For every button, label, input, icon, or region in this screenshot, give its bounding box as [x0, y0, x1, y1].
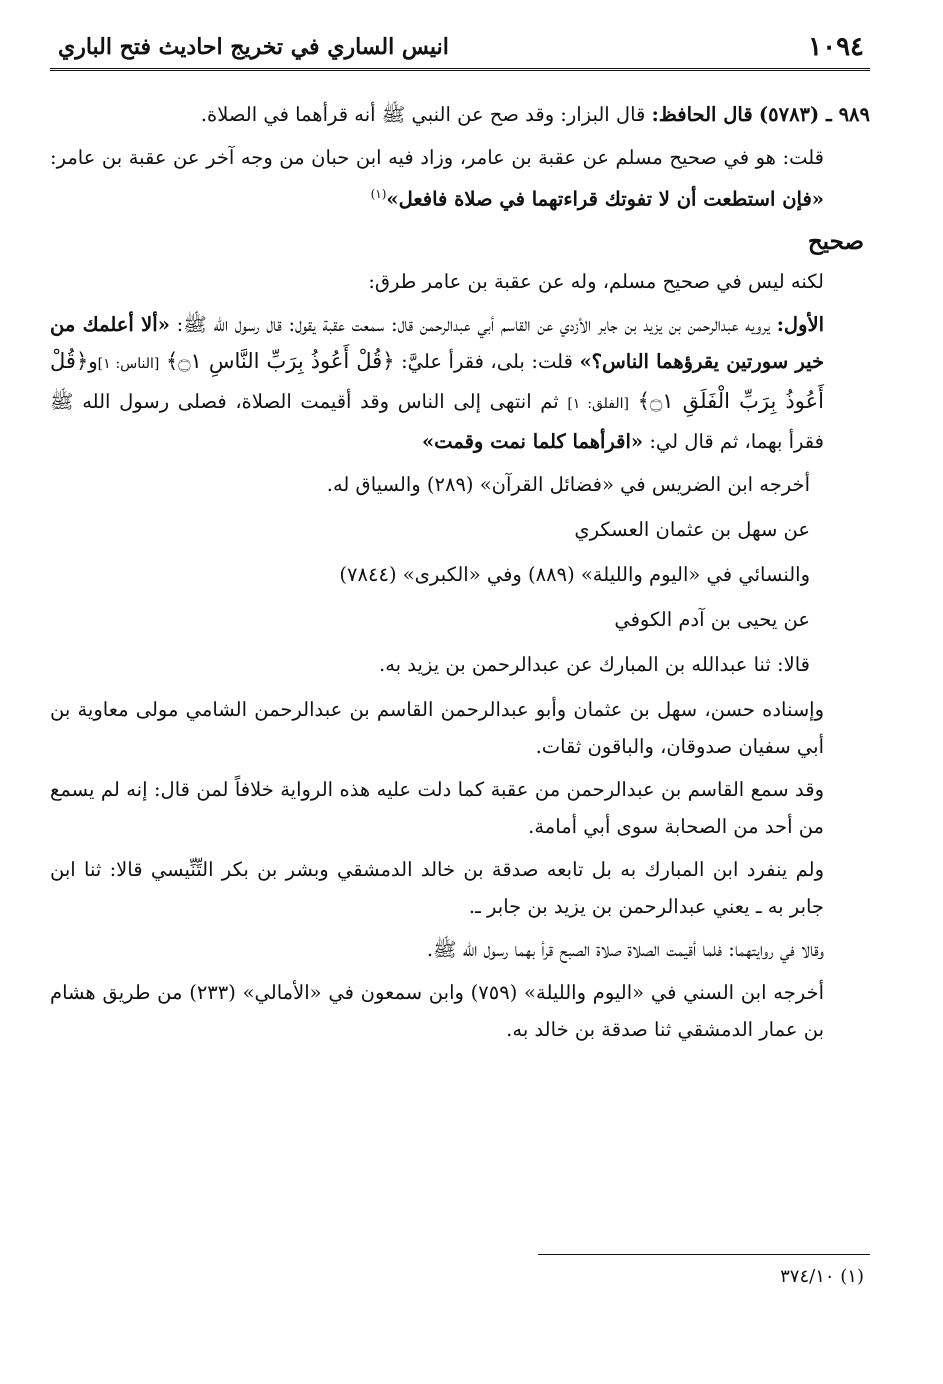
running-header	[50, 28, 870, 71]
first-route-quote-2: «اقرأهما كلما نمت وقمت»	[421, 429, 644, 453]
quran-verse-nas: ﴿قُلْ أَعُوذُ بِرَبِّ النَّاسِ ۝١﴾	[165, 348, 395, 373]
entry-number: ٩٨٩ ـ (٥٧٨٣)	[758, 103, 870, 126]
verse-ref-falaq: [الفلق: ١]	[567, 395, 629, 412]
isnad-paragraph: وإسناده حسن، سهل بن عثمان وأبو عبدالرحمن القاسم بن عبدالرحمن الشامي مولى معاوية بن أبي سفيان صدوقان، والباقون ثقات.	[50, 697, 824, 758]
first-route-label: الأول:	[776, 312, 825, 336]
first-route-paragraph	[50, 306, 870, 460]
footnote-ref: (١)	[370, 187, 387, 201]
ibn-sunni-paragraph: أخرجه ابن السني في «اليوم والليلة» (٧٥٩) وابن سمعون في «الأمالي» (٢٣٣) من طريق هشام بن عمار الدمشقي ثنا صدقة بن خالد به.	[50, 980, 824, 1041]
entry-text: قال البزار: وقد صح عن النبي ﷺ أنه قرأهما في الصلاة.	[200, 103, 646, 126]
first-route-quote-1: «ألا أعلمك من خير سورتين يقرؤهما الناس؟»	[50, 312, 825, 373]
verse-connector: و	[88, 349, 98, 373]
mutaba-paragraph: ولم ينفرد ابن المبارك به بل تابعه صدقة بن خالد الدمشقي وبشر بن بكر التِّنِّيسي قالا: ثنا ابن جابر به ـ يعني عبدالرحمن بن يزيد بن جابر ـ.	[50, 857, 824, 918]
first-route-text-3: ثم انتهى إلى الناس وقد أقيمت الصلاة، فصلى رسول الله ﷺ فقرأ بهما، ثم قال لي:	[50, 389, 824, 453]
quran-verse-falaq: ﴿قُلْ أَعُوذُ بِرَبِّ الْفَلَقِ ۝١﴾	[50, 348, 824, 413]
footnote	[50, 1266, 864, 1287]
turuq-paragraph: لكنه ليس في صحيح مسلم، وله عن عقبة بن عامر طرق:	[368, 269, 824, 293]
page-body	[50, 96, 870, 1054]
hadith-quote: «فإن استطعت أن لا تفوتك قراءتهما في صلاة فافعل»	[386, 187, 824, 211]
page-number: ١٠٩٤	[808, 32, 864, 62]
takhrij-line-2: عن سهل بن عثمان العسكري	[574, 517, 810, 541]
first-route-text-1: يرويه عبدالرحمن بن يزيد بن جابر الأزدي عن القاسم أبي عبدالرحمن قال: سمعت عقبة يقول: قال رسول الله ﷺ:	[176, 312, 770, 336]
footnote-separator	[538, 1254, 870, 1255]
footnote-text: ٣٧٤/١٠	[780, 1266, 835, 1287]
riwaya-paragraph: وقالا في روايتهما: فلما أقيمت الصلاة صلاة الصبح قرأ بهما رسول الله ﷺ.	[426, 937, 824, 961]
book-title: انيس الساري في تخريج احاديث فتح الباري	[58, 34, 449, 60]
first-route-text-2: قلت: بلى، فقرأ عليَّ:	[401, 349, 573, 373]
takhrij-line-1: أخرجه ابن الضريس في «فضائل القرآن» (٢٨٩) والسياق له.	[326, 472, 810, 496]
verse-ref-nas: [الناس: ١]	[97, 355, 160, 372]
takhrij-line-4: عن يحيى بن آدم الكوفي	[614, 607, 810, 631]
qult-paragraph	[50, 139, 870, 218]
takhrij-line-3: والنسائي في «اليوم والليلة» (٨٨٩) وفي «الكبرى» (٧٨٤٤)	[339, 562, 810, 586]
grade-heading: صحيح	[807, 227, 864, 255]
entry-paragraph	[50, 96, 870, 133]
qult-text: قلت: هو في صحيح مسلم عن عقبة بن عامر، وزاد فيه ابن حبان من وجه آخر عن عقبة بن عامر:	[50, 146, 824, 169]
footnote-marker: (١)	[840, 1266, 864, 1287]
takhrij-line-5: قالا: ثنا عبدالله بن المبارك عن عبدالرحمن بن يزيد به.	[379, 652, 810, 676]
entry-label: قال الحافظ:	[651, 103, 753, 126]
sama-paragraph: وقد سمع القاسم بن عبدالرحمن من عقبة كما دلت عليه هذه الرواية خلافاً لمن قال: إنه لم يسمع من أحد من الصحابة سوى أبي أمامة.	[50, 777, 824, 838]
